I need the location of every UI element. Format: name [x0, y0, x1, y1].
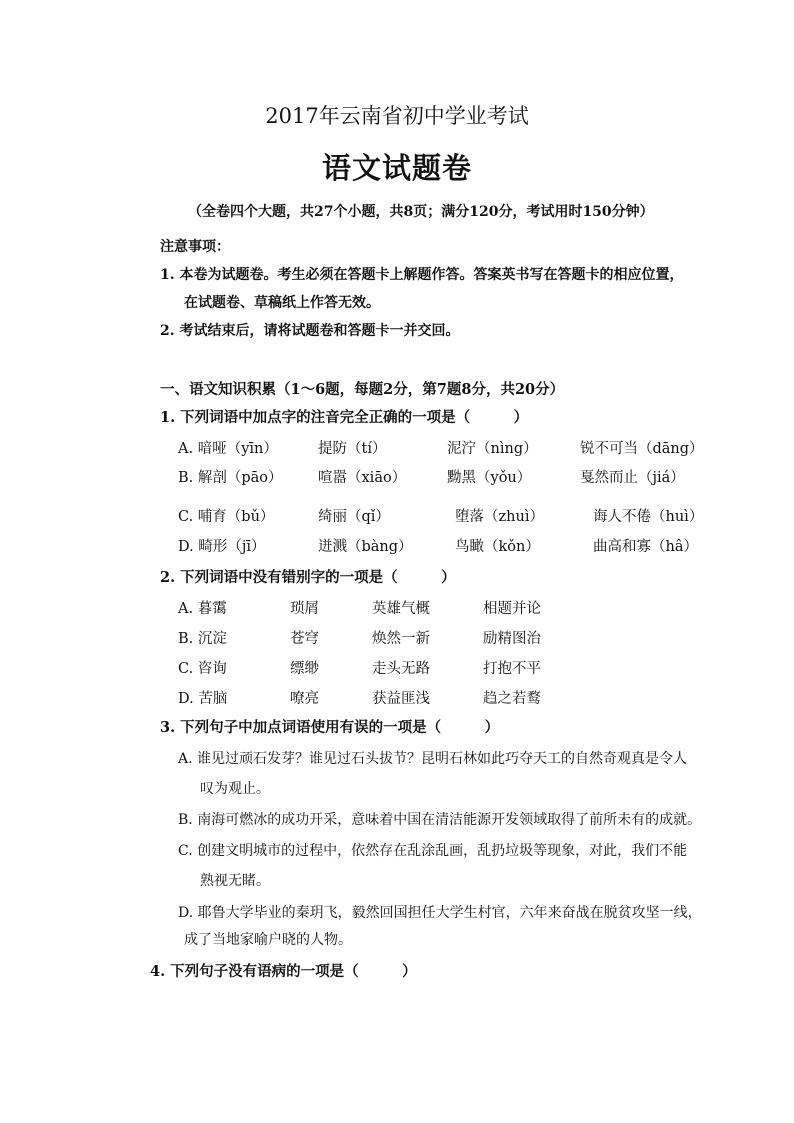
q1-option-a-1: A. 喑哑（yīn） [178, 441, 278, 457]
notice-item-1-cont: 在试题卷、草稿纸上作答无效。 [184, 295, 380, 311]
section-heading: 一、语文知识积累（1～6题，每题2分，第7题8分，共20分） [160, 381, 565, 398]
q2-option-d-1: D. 苦脑 [178, 691, 228, 707]
q2-option-d-4: 趋之若鹜 [483, 691, 541, 707]
q1-option-b-2: 喧嚣（xiāo） [318, 470, 407, 486]
exam-info: （全卷四个大题，共27个小题，共8页；满分120分，考试用时150分钟） [188, 204, 654, 220]
q2-option-c-3: 走头无路 [372, 661, 430, 677]
q1-option-b-3: 黝黑（yǒu） [447, 470, 532, 486]
q1-option-c-4: 诲人不倦（huì） [593, 509, 704, 525]
q1-option-c-3: 堕落（zhuì） [455, 509, 544, 525]
q1-option-a-2: 提防（tí） [318, 441, 387, 457]
q2-option-d-3: 获益匪浅 [372, 691, 430, 707]
q1-option-b-4: 戛然而止（jiá） [580, 470, 685, 486]
q2-option-b-1: B. 沉淀 [178, 631, 227, 647]
q1-option-a-3: 泥泞（nìng） [447, 441, 538, 457]
q2-option-a-1: A. 暮霭 [178, 601, 227, 617]
q2-option-d-2: 嘹亮 [290, 691, 319, 707]
q2-option-c-2: 缥缈 [290, 661, 319, 677]
q1-option-a-4: 锐不可当（dāng） [580, 441, 704, 457]
q1-option-d-3: 鸟瞰（kǒn） [455, 539, 540, 555]
q1-option-c-2: 绮丽（qǐ） [318, 509, 390, 525]
q2-option-a-2: 琐屑 [290, 601, 319, 617]
q3-option-a-cont: 叹为观止。 [200, 781, 270, 797]
question-3-stem: 3. 下列句子中加点词语使用有误的一项是（ ） [160, 719, 500, 736]
notice-item-2: 2. 考试结束后，请将试题卷和答题卡一并交回。 [160, 323, 460, 339]
notice-heading: 注意事项： [160, 239, 230, 255]
q3-option-c-cont: 熟视无睹。 [200, 873, 270, 889]
q3-option-d-cont: 成了当地家喻户晓的人物。 [184, 932, 352, 948]
q1-option-b-1: B. 解剖（pāo） [178, 470, 283, 486]
exam-title: 2017年云南省初中学业考试 [265, 104, 529, 128]
q3-option-b: B. 南海可燃冰的成功开采，意味着中国在清洁能源开发领域取得了前所未有的成就。 [178, 812, 702, 828]
question-4-stem: 4. 下列句子没有语病的一项是（ ） [150, 963, 417, 980]
q1-option-d-2: 迸溅（bàng） [318, 539, 413, 555]
question-2-stem: 2. 下列词语中没有错别字的一项是（ ） [160, 569, 456, 586]
q2-option-a-4: 相题并论 [483, 601, 541, 617]
q2-option-b-3: 焕然一新 [372, 631, 430, 647]
notice-item-1: 1. 本卷为试题卷。考生必须在答题卡上解题作答。答案英书写在答题卡的相应位置， [160, 267, 684, 283]
q2-option-c-1: C. 咨询 [178, 661, 227, 677]
q3-option-d: D. 耶鲁大学毕业的秦玥飞，毅然回国担任大学生村官，六年来奋战在脱贫攻坚一线， [178, 905, 702, 921]
paper-title: 语文试题卷 [321, 151, 472, 185]
q2-option-b-4: 励精图治 [483, 631, 541, 647]
q1-option-c-1: C. 哺育（bǔ） [178, 509, 275, 525]
q1-option-d-4: 曲高和寡（hâ） [593, 539, 698, 555]
q2-option-c-4: 打抱不平 [483, 661, 541, 677]
q1-option-d-1: D. 畸形（jī） [178, 539, 266, 555]
q2-option-b-2: 苍穹 [290, 631, 319, 647]
question-1-stem: 1. 下列词语中加点字的注音完全正确的一项是（ ） [160, 409, 529, 426]
q2-option-a-3: 英雄气概 [372, 601, 430, 617]
q3-option-a: A. 谁见过顽石发芽？谁见过石头拔节？昆明石林如此巧夺天工的自然奇观真是令人 [178, 751, 688, 767]
q3-option-c: C. 创建文明城市的过程中，依然存在乱涂乱画，乱扔垃圾等现象，对此，我们不能 [178, 843, 688, 859]
